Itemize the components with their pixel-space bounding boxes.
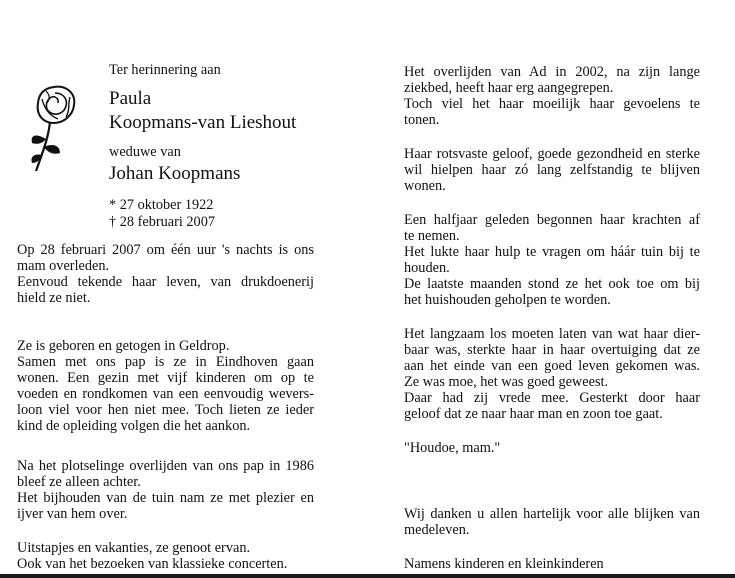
text-line: mam overleden. [17, 258, 110, 274]
deceased-first-name: Paula [109, 88, 152, 109]
text-line: Het lukte haar hulp te vragen om háár tuin bij te [404, 244, 700, 260]
text-line: Het overlijden van Ad in 2002, na zijn lange [404, 64, 700, 80]
text-line: loon viel voor hen niet mee. Toch lieten ze ieder [17, 402, 314, 418]
text-line: hield ze niet. [17, 290, 91, 306]
husband-name: Johan Koopmans [109, 163, 241, 184]
text-line: houden. [404, 260, 450, 276]
text-line: aan het einde van een goed leven gekomen was. [404, 358, 700, 374]
closing-quote: "Houdoe, mam." [404, 440, 501, 456]
card-bottom-edge [0, 574, 735, 578]
text-line: Haar rotsvaste geloof, goede gezondheid en sterke [404, 146, 700, 162]
left-column [17, 242, 314, 572]
text-line: kind de opleiding volgen die het aankon. [17, 418, 251, 434]
text-line: wonen. Een gezin met vijf kinderen om op te [17, 370, 314, 386]
text-line: Eenvoud tekende haar leven, van drukdoenerij [17, 274, 314, 290]
text-line: medeleven. [404, 522, 470, 538]
text-line: Een halfjaar geleden begonnen haar krachten af [404, 212, 700, 228]
rose-icon [30, 83, 78, 175]
text-line: Het langzaam los moeten laten van wat haar dier- [404, 326, 700, 342]
text-line: ziekbed, heeft haar erg aangegrepen. [404, 80, 614, 96]
text-line: geloof dat ze naar haar man en zoon toe gaat. [404, 406, 663, 422]
text-line: het huishouden geholpen te worden. [404, 292, 611, 308]
text-line: Op 28 februari 2007 om één uur 's nachts is ons [17, 242, 314, 258]
text-line: wil hielpen haar zó lang zelfstandig te blijven [404, 162, 700, 178]
text-line: Na het plotselinge overlijden van ons pap in 1986 [17, 458, 314, 474]
widow-of-label: weduwe van [109, 144, 181, 160]
right-column [404, 64, 700, 572]
deceased-full-name: Koopmans-van Lieshout [109, 112, 297, 133]
text-line: tonen. [404, 112, 440, 128]
text-line: bleef ze alleen achter. [17, 474, 141, 490]
text-line: De laatste maanden stond ze het ook toe om bij [404, 276, 700, 292]
death-date: † 28 februari 2007 [109, 214, 216, 230]
intro-line: Ter herinnering aan [109, 62, 221, 78]
text-line: Het bijhouden van de tuin nam ze met plezier en [17, 490, 314, 506]
text-line: Ook van het bezoeken van klassieke concerten. [17, 556, 288, 572]
text-line: Wij danken u allen hartelijk voor alle blijken van [404, 506, 700, 522]
text-line: Toch viel het haar moeilijk haar gevoelens te [404, 96, 700, 112]
birth-date: * 27 oktober 1922 [109, 197, 214, 213]
signature-line: Namens kinderen en kleinkinderen [404, 556, 604, 572]
text-line: Samen met ons pap is ze in Eindhoven gaan [17, 354, 314, 370]
text-line: baar was, sterkte haar in haar overtuiging dat ze [404, 342, 700, 358]
text-line: wonen. [404, 178, 446, 194]
text-line: ijver van hem over. [17, 506, 128, 522]
text-line: voeden en rondkomen van een eenvoudig wevers- [17, 386, 314, 402]
text-line: Uitstapjes en vakanties, ze genoot ervan. [17, 540, 251, 556]
text-line: Ze is geboren en getogen in Geldrop. [17, 338, 230, 354]
text-line: Daar had zij vrede mee. Gesterkt door haar [404, 390, 700, 406]
text-line: te nemen. [404, 228, 460, 244]
text-line: Ze was moe, het was goed geweest. [404, 374, 609, 390]
